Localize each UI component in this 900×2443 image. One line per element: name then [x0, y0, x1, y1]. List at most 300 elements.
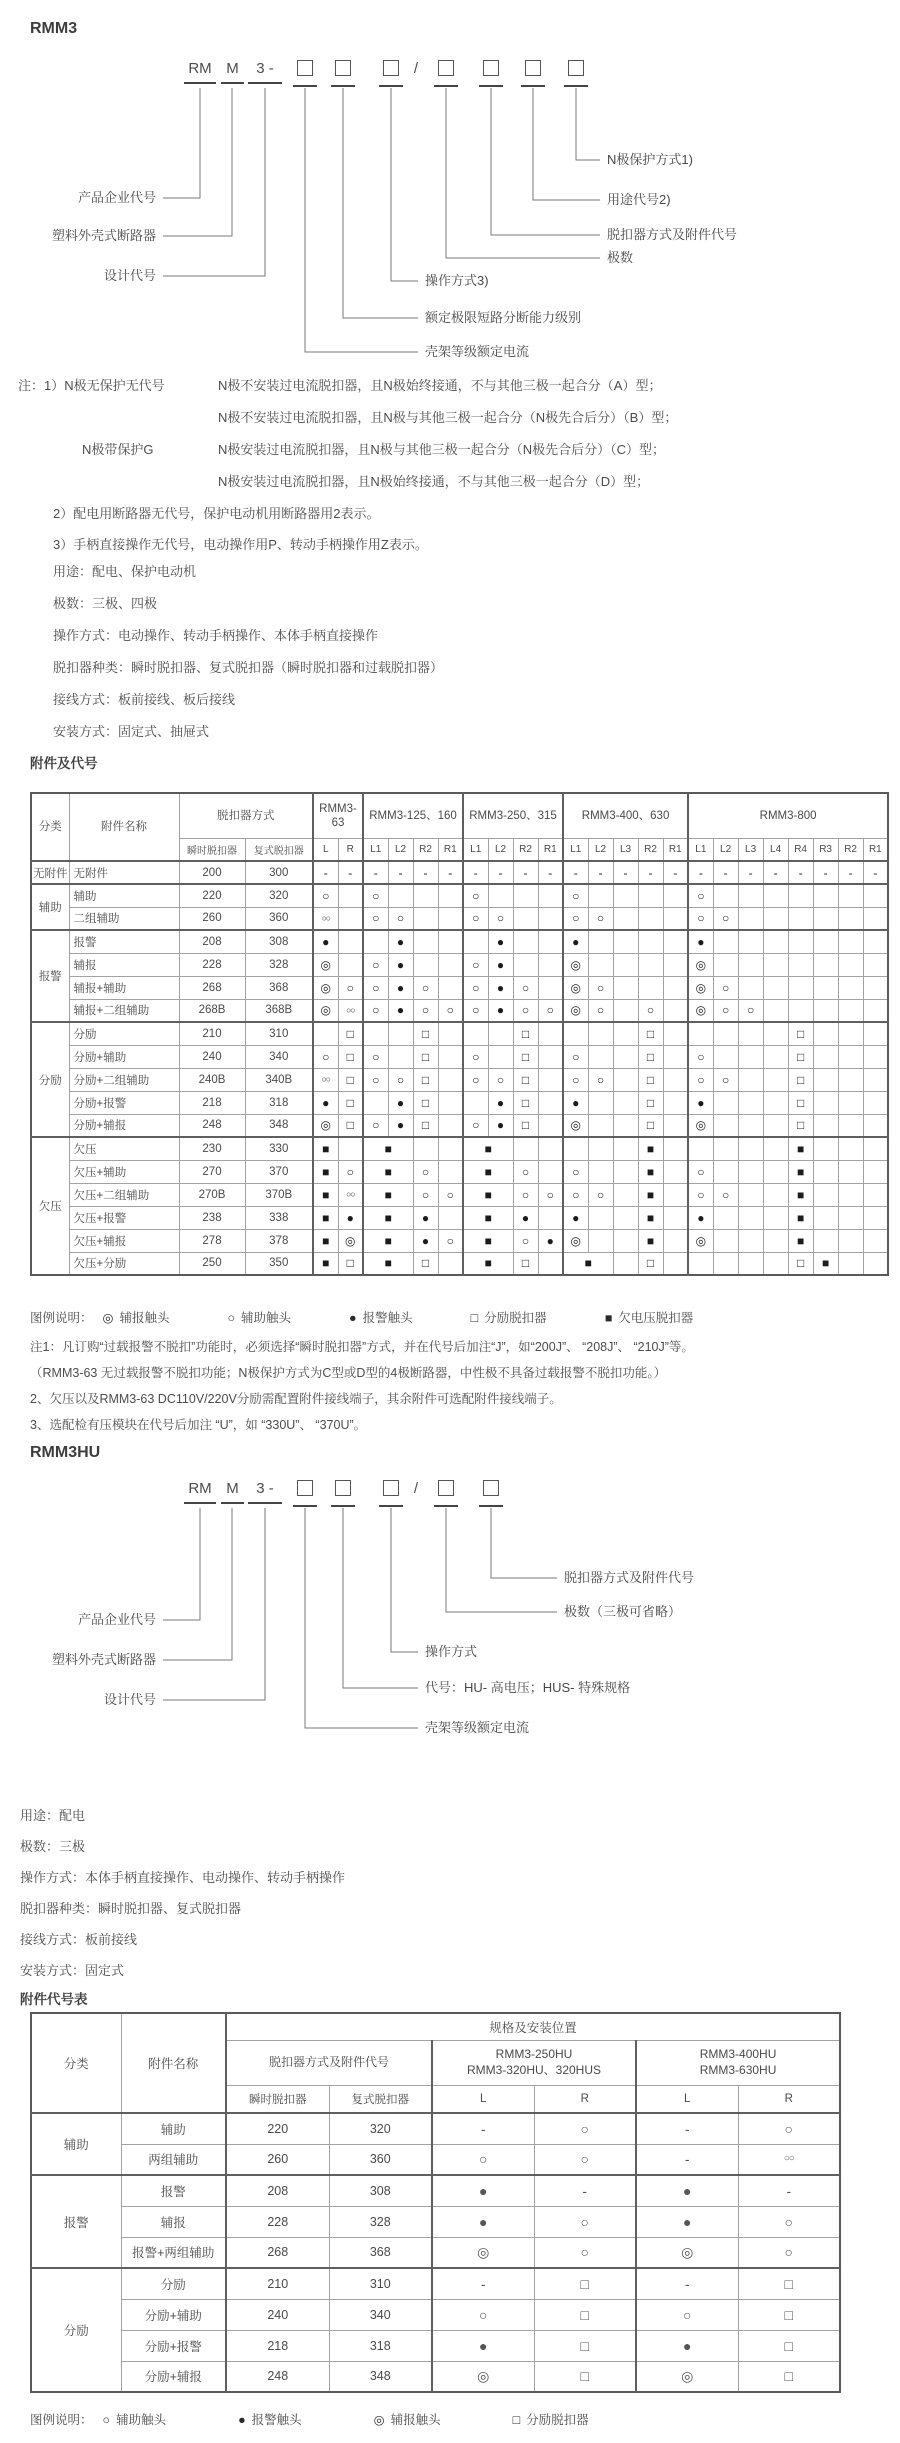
position-header: R1	[663, 839, 688, 862]
table-body	[31, 861, 888, 1275]
model-code-box	[564, 60, 588, 87]
mark-cell: ●	[563, 1206, 588, 1229]
compound-code-cell: 320	[245, 884, 313, 907]
mark-cell: ○	[563, 1160, 588, 1183]
mark-cell	[738, 1137, 763, 1160]
table-row	[31, 2299, 840, 2330]
mark-cell: ○	[688, 907, 713, 930]
table-row	[31, 1068, 888, 1091]
instant-code-cell: 208	[226, 2175, 329, 2206]
mark-cell: ○	[534, 2237, 636, 2268]
mark-cell: ●	[636, 2330, 738, 2361]
mark-cell: -	[363, 861, 388, 884]
mark-cell: ■	[313, 1160, 338, 1183]
mark-cell	[463, 1091, 488, 1114]
mark-cell: ○	[463, 1114, 488, 1137]
mark-cell: -	[388, 861, 413, 884]
mark-cell	[588, 1022, 613, 1045]
mark-cell: -	[463, 861, 488, 884]
mark-cell	[613, 1160, 638, 1183]
mark-cell	[538, 976, 563, 999]
mark-cell: □	[534, 2299, 636, 2330]
mark-cell: □	[788, 1091, 813, 1114]
mark-cell: ■	[313, 1183, 338, 1206]
connector-line	[163, 88, 200, 198]
position-header: R1	[863, 839, 888, 862]
mark-cell: ●	[388, 976, 413, 999]
mark-cell: ■	[363, 1183, 413, 1206]
mark-cell	[713, 1229, 738, 1252]
mark-cell: ○	[513, 1160, 538, 1183]
mark-cell: □	[513, 1022, 538, 1045]
table-row	[31, 2113, 840, 2144]
accessory-name-cell: 欠压+二组辅助	[69, 1183, 179, 1206]
mark-cell	[738, 1091, 763, 1114]
mark-cell	[813, 1068, 838, 1091]
table-row	[31, 1137, 888, 1160]
connector-line	[163, 1508, 232, 1660]
mark-cell	[763, 1114, 788, 1137]
accessory-name-cell: 辅报+二组辅助	[69, 999, 179, 1022]
mark-cell: ◎	[563, 1229, 588, 1252]
mark-cell	[713, 953, 738, 976]
mark-cell	[463, 930, 488, 953]
mark-cell	[738, 1068, 763, 1091]
accessory-name-cell: 欠压+报警	[69, 1206, 179, 1229]
mark-cell: ■	[463, 1252, 513, 1275]
mark-cell	[538, 1160, 563, 1183]
mark-cell: ■	[638, 1229, 663, 1252]
note-label: N极带保护G	[82, 442, 154, 457]
table-row	[31, 2144, 840, 2175]
mark-cell: ■	[463, 1229, 513, 1252]
mark-cell: -	[432, 2113, 534, 2144]
辅助触头-symbol-icon: ○	[102, 2413, 111, 2427]
legend-item	[103, 2410, 167, 2428]
accessory-name-cell: 分励+报警	[69, 1091, 179, 1114]
mark-cell	[738, 976, 763, 999]
model-token	[221, 1480, 244, 1504]
mark-cell	[663, 1252, 688, 1275]
mark-cell: ■	[363, 1252, 413, 1275]
mark-cell	[788, 907, 813, 930]
mark-cell: ■	[788, 1160, 813, 1183]
mark-cell	[813, 1229, 838, 1252]
designation-label: 操作方式	[425, 1644, 478, 1659]
mark-cell: ○	[313, 1045, 338, 1068]
compound-code-cell: 360	[329, 2144, 432, 2175]
mark-cell	[713, 1114, 738, 1137]
mark-cell	[738, 1252, 763, 1275]
spec-line: 接线方式：板前接线、板后接线	[53, 692, 236, 707]
legend-item	[374, 2410, 441, 2428]
mark-cell	[838, 907, 863, 930]
mark-cell: ○○	[738, 2144, 840, 2175]
compound-code-cell: 360	[245, 907, 313, 930]
instant-code-cell: 248	[226, 2361, 329, 2392]
mark-cell: ○	[563, 1068, 588, 1091]
mark-cell	[863, 907, 888, 930]
position-header: L1	[463, 839, 488, 862]
mark-cell	[438, 884, 463, 907]
legend-label: 欠电压脱扣器	[618, 1311, 694, 1325]
mark-cell: ○	[413, 1183, 438, 1206]
connector-line	[446, 1508, 557, 1612]
mark-cell	[713, 1091, 738, 1114]
code-box	[335, 1480, 351, 1496]
mark-cell: ■	[638, 1160, 663, 1183]
报警触头-symbol-icon: ●	[238, 2413, 246, 2427]
compound-code-cell: 340	[329, 2299, 432, 2330]
mark-cell	[538, 1091, 563, 1114]
mark-cell	[738, 1022, 763, 1045]
frame-line: RMM3-630HU	[699, 2063, 777, 2077]
mark-cell	[838, 1183, 863, 1206]
accessory-name-cell: 报警	[121, 2175, 226, 2206]
mark-cell: -	[338, 861, 363, 884]
mark-cell	[588, 1206, 613, 1229]
mark-cell	[813, 953, 838, 976]
mark-cell: ○	[713, 1183, 738, 1206]
legend-item	[605, 1308, 694, 1326]
mark-cell: ◎	[432, 2361, 534, 2392]
mark-cell: ○○	[338, 1183, 363, 1206]
compound-code-cell: 328	[245, 953, 313, 976]
mark-cell	[438, 930, 463, 953]
position-header: R	[338, 839, 363, 862]
mark-cell: ○	[688, 884, 713, 907]
mark-cell: ○	[432, 2144, 534, 2175]
mark-cell	[588, 1045, 613, 1068]
mark-cell	[863, 1183, 888, 1206]
mark-cell	[438, 907, 463, 930]
mark-cell	[763, 953, 788, 976]
mark-cell	[363, 1091, 388, 1114]
mark-cell	[763, 976, 788, 999]
mark-cell	[513, 953, 538, 976]
model-char: /	[413, 60, 419, 77]
mark-cell: ●	[413, 1229, 438, 1252]
mark-cell	[613, 907, 638, 930]
mark-cell	[663, 1045, 688, 1068]
mark-cell: ●	[636, 2175, 738, 2206]
辅报触头-symbol-icon: ◎	[102, 1311, 114, 1325]
mark-cell: ◎	[688, 999, 713, 1022]
model-code-box	[479, 60, 503, 87]
mark-cell	[538, 1206, 563, 1229]
mark-cell: ●	[636, 2206, 738, 2237]
mark-cell: -	[738, 2175, 840, 2206]
mark-cell: ○	[363, 999, 388, 1022]
mark-cell: ■	[313, 1252, 338, 1275]
mark-cell: ○○	[338, 999, 363, 1022]
mark-cell	[813, 1160, 838, 1183]
table-row	[31, 2361, 840, 2392]
mark-cell: ●	[313, 930, 338, 953]
mark-cell: □	[534, 2268, 636, 2299]
table-header	[31, 793, 888, 861]
mark-cell: □	[413, 1252, 438, 1275]
compound-code-cell: 320	[329, 2113, 432, 2144]
mark-cell: ●	[432, 2330, 534, 2361]
compound-code-cell: 300	[245, 861, 313, 884]
connector-line	[305, 88, 418, 352]
mark-cell: ●	[388, 953, 413, 976]
mark-cell	[663, 1183, 688, 1206]
instant-code-cell: 270	[179, 1160, 245, 1183]
mark-cell	[588, 930, 613, 953]
mark-cell	[413, 930, 438, 953]
mark-cell	[613, 1229, 638, 1252]
designation-label: 脱扣器方式及附件代号	[564, 1570, 695, 1585]
instant-code-cell: 268B	[179, 999, 245, 1022]
mark-cell: ◎	[313, 976, 338, 999]
mark-cell: ■	[788, 1137, 813, 1160]
designation-label: 极数	[607, 250, 634, 265]
spec-line: 操作方式：电动操作、转动手柄操作、本体手柄直接操作	[53, 628, 379, 643]
position-header: R1	[438, 839, 463, 862]
category-cell: 无附件	[31, 861, 69, 884]
spec-line: 脱扣器种类：瞬时脱扣器、复式脱扣器（瞬时脱扣器和过载脱扣器）	[53, 660, 444, 675]
legend-label: 辅报触头	[119, 1311, 170, 1325]
mark-cell	[513, 884, 538, 907]
model-char: /	[413, 1480, 419, 1497]
legend-label: 分励脱扣器	[484, 1311, 547, 1325]
connector-line	[491, 88, 600, 235]
mark-cell: ○	[513, 1183, 538, 1206]
mark-cell: ○	[413, 999, 438, 1022]
mark-cell	[438, 976, 463, 999]
table-row	[31, 1160, 888, 1183]
mark-cell: □	[338, 1252, 363, 1275]
frame-header	[636, 2041, 840, 2086]
mark-cell: ■	[363, 1206, 413, 1229]
mark-cell	[313, 1022, 338, 1045]
mark-cell	[763, 1022, 788, 1045]
mark-cell: ○	[534, 2113, 636, 2144]
mark-cell	[713, 1022, 738, 1045]
mark-cell	[713, 1160, 738, 1183]
mark-cell: ○	[363, 1114, 388, 1137]
accessory-code-table-rmm3hu	[30, 2012, 841, 2393]
mark-cell	[538, 1068, 563, 1091]
table-row	[31, 1022, 888, 1045]
mark-cell	[813, 1137, 838, 1160]
instant-code-cell: 278	[179, 1229, 245, 1252]
table-row	[31, 1114, 888, 1137]
mark-cell: □	[338, 1091, 363, 1114]
instant-code-cell: 240B	[179, 1068, 245, 1091]
mark-cell	[763, 1045, 788, 1068]
connector-line	[163, 88, 265, 276]
mark-cell: ◎	[688, 976, 713, 999]
mark-cell: ◎	[636, 2361, 738, 2392]
mark-cell	[738, 1160, 763, 1183]
mark-cell: □	[638, 1091, 663, 1114]
spec-position-header: 规格及安装位置	[226, 2013, 840, 2041]
designation-label: 产品企业代号	[77, 190, 156, 205]
mark-cell: ○	[513, 976, 538, 999]
mark-cell	[763, 930, 788, 953]
page-title-rmm3: RMM3	[30, 20, 78, 37]
model-code-box	[434, 1480, 458, 1507]
mark-cell: ●	[513, 1206, 538, 1229]
instant-code-cell: 248	[179, 1114, 245, 1137]
mark-cell	[838, 884, 863, 907]
mark-cell	[738, 953, 763, 976]
mark-cell: ◎	[563, 976, 588, 999]
mark-cell	[338, 953, 363, 976]
mark-cell: -	[313, 861, 338, 884]
mark-cell	[588, 884, 613, 907]
mark-cell	[713, 1045, 738, 1068]
欠电压脱扣器-symbol-icon: ■	[604, 1311, 613, 1325]
code-box	[297, 60, 313, 76]
table-row	[31, 930, 888, 953]
model-char: 3 -	[256, 1480, 274, 1497]
mark-cell: ○	[432, 2299, 534, 2330]
position-header: L3	[738, 839, 763, 862]
mark-cell	[663, 1022, 688, 1045]
mark-cell	[863, 1114, 888, 1137]
mark-cell: -	[538, 861, 563, 884]
note-row	[18, 370, 677, 402]
mark-cell	[613, 1045, 638, 1068]
mark-cell	[388, 1045, 413, 1068]
mark-cell: ○	[463, 999, 488, 1022]
compound-code-cell: 310	[245, 1022, 313, 1045]
accessory-name-cell: 分励+辅报	[121, 2361, 226, 2392]
mark-cell: □	[638, 1114, 663, 1137]
mark-cell: □	[338, 1114, 363, 1137]
accessory-name-cell: 辅报	[121, 2206, 226, 2237]
mark-cell: ◎	[636, 2237, 738, 2268]
instant-code-cell: 200	[179, 861, 245, 884]
mark-cell: ●	[563, 1091, 588, 1114]
mark-cell: ○	[688, 1160, 713, 1183]
mark-cell: -	[488, 861, 513, 884]
compound-code-cell: 350	[245, 1252, 313, 1275]
compound-code-cell: 310	[329, 2268, 432, 2299]
mark-cell: □	[534, 2330, 636, 2361]
frame-header: RMM3-125、160	[363, 793, 463, 839]
mark-cell	[638, 884, 663, 907]
designation-label: 壳架等级额定电流	[425, 1720, 530, 1735]
table-row	[31, 2330, 840, 2361]
mark-cell	[688, 1137, 713, 1160]
note-row	[18, 402, 677, 434]
accessory-name-cell: 二组辅助	[69, 907, 179, 930]
mark-cell: □	[638, 1252, 663, 1275]
mark-cell	[438, 1137, 463, 1160]
mark-cell	[413, 907, 438, 930]
note-text: N极不安装过电流脱扣器，且N极始终接通，不与其他三极一起合分（A）型；	[218, 378, 662, 393]
mark-cell: ■	[788, 1183, 813, 1206]
mark-cell: □	[788, 1114, 813, 1137]
mark-cell: ○	[363, 953, 388, 976]
mark-cell: ○	[363, 1045, 388, 1068]
mark-cell	[338, 884, 363, 907]
mark-cell	[813, 907, 838, 930]
mark-cell: □	[788, 1068, 813, 1091]
mark-cell: -	[413, 861, 438, 884]
mark-cell: ◎	[563, 1114, 588, 1137]
legend-label: 报警触头	[251, 2413, 302, 2427]
table-body	[31, 2113, 840, 2392]
mark-cell: -	[636, 2144, 738, 2175]
mark-cell	[838, 999, 863, 1022]
model-code-box	[479, 1480, 503, 1507]
note-line: 3）手柄直接操作无代号，电动操作用P、转动手柄操作用Z表示。	[53, 537, 428, 552]
mark-cell: -	[636, 2268, 738, 2299]
compound-code-cell: 330	[245, 1137, 313, 1160]
model-code-box	[331, 60, 355, 87]
mark-cell: ○	[563, 884, 588, 907]
mark-cell: ○	[713, 1068, 738, 1091]
position-header: L2	[588, 839, 613, 862]
position-header: L4	[763, 839, 788, 862]
mark-cell	[838, 1114, 863, 1137]
mark-cell: ●	[413, 1206, 438, 1229]
designation-label: 塑料外壳式断路器	[51, 228, 156, 243]
mark-cell	[438, 1252, 463, 1275]
mark-cell: ●	[338, 1206, 363, 1229]
compound-code-cell: 378	[245, 1229, 313, 1252]
designation-label: 壳架等级额定电流	[425, 344, 530, 359]
connector-line	[446, 88, 600, 258]
mark-cell: ■	[638, 1137, 663, 1160]
compound-code-cell: 368B	[245, 999, 313, 1022]
mark-cell: ■	[788, 1206, 813, 1229]
mark-cell: -	[688, 861, 713, 884]
mark-cell: ●	[388, 930, 413, 953]
mark-cell	[513, 907, 538, 930]
mark-cell	[663, 930, 688, 953]
mark-cell	[663, 1206, 688, 1229]
分励脱扣器-symbol-icon: □	[470, 1311, 479, 1325]
mark-cell	[588, 1091, 613, 1114]
table1-notes	[30, 1334, 694, 1438]
mark-cell	[763, 1091, 788, 1114]
table-note-line: 注1：凡订购“过载报警不脱扣”功能时，必须选择“瞬时脱扣器”方式，并在代号后加注“J”，如“200J”、 “208J”、 “210J”等。	[30, 1340, 694, 1354]
报警触头-symbol-icon: ●	[349, 1311, 357, 1325]
mark-cell: -	[638, 861, 663, 884]
mark-cell	[738, 930, 763, 953]
mark-cell	[763, 1160, 788, 1183]
mark-cell: ○	[463, 907, 488, 930]
mark-cell	[863, 1160, 888, 1183]
compound-code-cell: 318	[245, 1091, 313, 1114]
mark-cell: ○	[713, 907, 738, 930]
designation-label: 塑料外壳式断路器	[51, 1652, 156, 1667]
mark-cell	[338, 1137, 363, 1160]
mark-cell	[738, 884, 763, 907]
mark-cell: ○	[413, 1160, 438, 1183]
mark-cell: □	[413, 1114, 438, 1137]
mark-cell	[513, 1137, 538, 1160]
position-header: R4	[788, 839, 813, 862]
designation-label: 设计代号	[103, 268, 156, 283]
connector-line	[533, 88, 600, 200]
mark-cell	[838, 976, 863, 999]
mark-cell	[638, 953, 663, 976]
model-code-box	[434, 60, 458, 87]
mark-cell	[538, 884, 563, 907]
mark-cell	[863, 1137, 888, 1160]
table-row	[31, 2268, 840, 2299]
mark-cell	[813, 1091, 838, 1114]
code-box	[438, 60, 454, 76]
